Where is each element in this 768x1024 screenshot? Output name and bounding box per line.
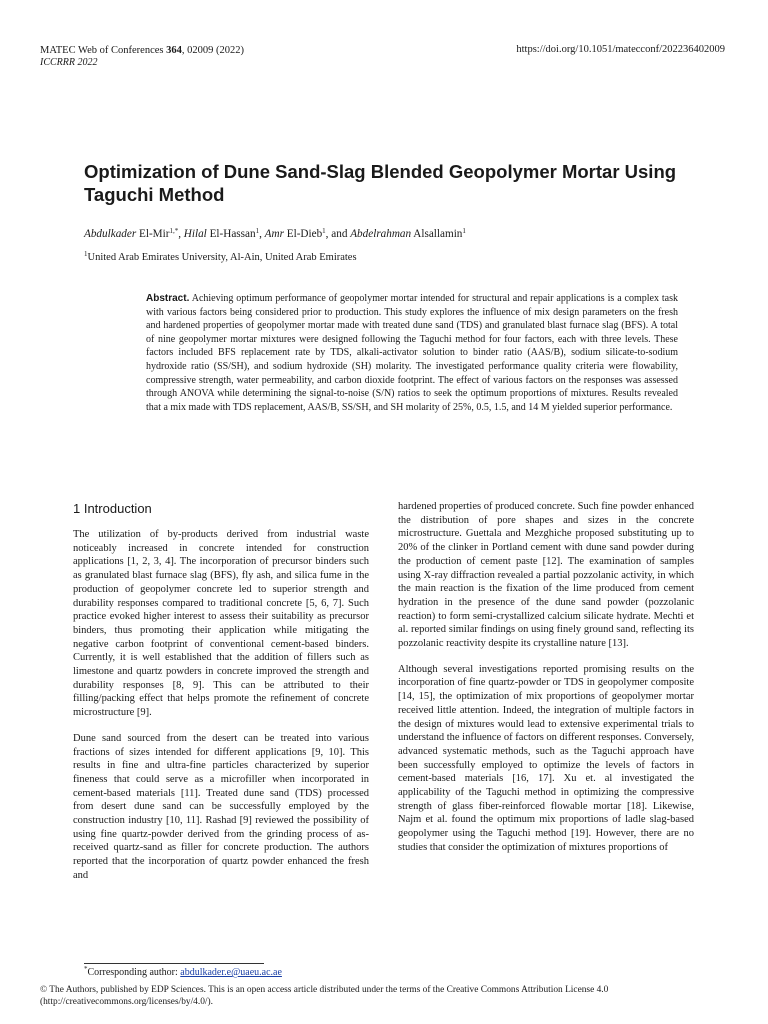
footnote: *Corresponding author: abdulkader.e@uaeu.ac.ae xyxy=(84,965,282,978)
author-name: Abdelrahman Alsallamin$^1$ xyxy=(350,227,466,240)
paragraph: Dune sand sourced from the desert can be treated into various fractions of sizes intended for different applications [9, 10]. This results in fine and ultra-fine particles characterized by superior fineness that could serve as a microfiller when incorporated in cement-based materials [11]. Treated dune sand (TDS) processed from desert dune sand can be successfully employed by the construction industry [10, 11]. Rashad [9] reviewed the possibility of using fine quartz-powder derived from the grinding process of as-received quartz-sand as filler for concrete production. The authors reported that the incorporation of quartz powder enhanced the fresh and xyxy=(73,732,369,881)
email-link[interactable]: abdulkader.e@uaeu.ac.ae xyxy=(180,967,282,978)
author-name: Abdulkader El-Mir$^{1,*}$ xyxy=(84,227,179,240)
footnote-divider xyxy=(84,963,264,964)
abstract xyxy=(146,292,678,414)
doi-link[interactable]: https://doi.org/10.1051/matecconf/202236402009 xyxy=(516,44,725,55)
conference-name: ICCRRR 2022 xyxy=(40,57,98,68)
paragraph: Although several investigations reported promising results on the incorporation of fine quartz-powder or TDS in geopolymer composite [14, 15], the optimization of mix proportions of geopolymer mortar received little attention. Indeed, the integration of multiple factors in the design of mixtures would lead to extensive experimental trials to understand the influence of factors on different responses. Conversely, advanced systematic methods, such as the Taguchi approach have been successfully employed to optimize the levels of factors in cement-based materials [16, 17]. Xu et. al investigated the applicability of the Taguchi method in optimizing the compressive strength of glass fiber-reinforced flowable mortar [18]. Likewise, Najm et al. found the optimum mix proportions of ladle slag-based geopolymer using the Taguchi method [19]. However, there are no studies that consider the optimization of mixtures proportions of xyxy=(398,663,694,853)
author-name: Hilal El-Hassan$^1$ xyxy=(183,227,260,240)
paragraph: The utilization of by-products derived from industrial waste noticeably increased in concrete intended for construction applications [1, 2, 3, 4]. The incorporation of precursor binders such as granulated blast furnace slag (BFS), fly ash, and silica fume in the production of geopolymer concrete led to superior strength and durability responses compared to traditional concrete [5, 6, 7]. Such practice evoked higher interest to assess their suitability as precursor binders, thus promoting their application while mitigating the negative carbon footprint of conventional cement-based binders. Currently, it is well established that the addition of fillers such as limestone and quartz powders in concrete improved the strength and durability responses [8, 9]. This can be attributed to their filling/packing effect that helps promote the refinement of concrete microstructure [9]. xyxy=(73,529,369,719)
journal-citation: MATEC Web of Conferences 364, 02009 (2022) xyxy=(40,45,244,56)
left-column xyxy=(73,528,369,895)
abstract-text: Achieving optimum performance of geopolymer mortar intended for structural and repair applications is a complex task with various factors being considered prior to production. This study explores the influence of mix design parameters on the fresh and hardened properties of geopolymer mortar made with treated dune sand (TDS) and granulated blast furnace slag (BFS). A total of nine geopolymer mortar mixtures were designed following the Taguchi method for four factors, each with three levels. These factors included BFS replacement rate by TDS, alkali-activator solution to binder ratio (AAS/B), sodium silicate-to-sodium hydroxide ratio (SS/SH), and sodium hydroxide (SH) molarity. The investigated performance quality criteria were flowability, compressive strength, water permeability, and carbon dioxide footprint. The effect of various factors on the responses was assessed through ANOVA while determining the signal-to-noise (S/N) ratios to seek the optimum proportions of mixtures. Results revealed that a mix made with TDS replacement, AAS/B, SS/SH, and SH molarity of 25%, 0.5, 1.5, and 14 M yielded superior performance. xyxy=(146,293,678,413)
paragraph: hardened properties of produced concrete. Such fine powder enhanced the distribution of pore shapes and sizes in the concrete microstructure. Guettala and Mezghiche proposed substituting up to 20% of the clinker in Portland cement with dune sand powder during the production of cement paste [12]. The examination of samples using X-ray diffraction revealed a partial pozzolanic activity, in which the main reaction is the fixation of the lime produced from cement hydration in the presence of the dune sand powder (pozzolanic reaction) to form semi-crystallized calcium silicate hydrate. Mechti et al. reported similar findings on using finely ground sand, reflecting its pozzolanic reactivity despite its crystalline nature [13]. xyxy=(398,501,694,650)
author-name: Amr El-Dieb$^1$ xyxy=(264,227,326,240)
paper-title: Optimization of Dune Sand-Slag Blended Geopolymer Mortar Using Taguchi Method xyxy=(84,161,677,205)
license-notice: © The Authors, published by EDP Sciences. This is an open access article distributed under the terms of the Creative Commons Attribution License 4.0 (http://creativecommons.org/licenses/by/4.0/). xyxy=(40,985,609,1007)
abstract-label: Abstract. xyxy=(146,293,190,304)
author-list: Abdulkader El-Mir$^{1,*}$, Hilal El-Hassan$^1$, Amr El-Dieb$^1$, and Abdelrahman Alsallamin$^1$ xyxy=(84,227,466,240)
right-column xyxy=(398,500,694,867)
affiliation: $^1$United Arab Emirates University, Al-Ain, United Arab Emirates xyxy=(84,250,357,263)
section-heading: 1 Introduction xyxy=(73,501,152,516)
